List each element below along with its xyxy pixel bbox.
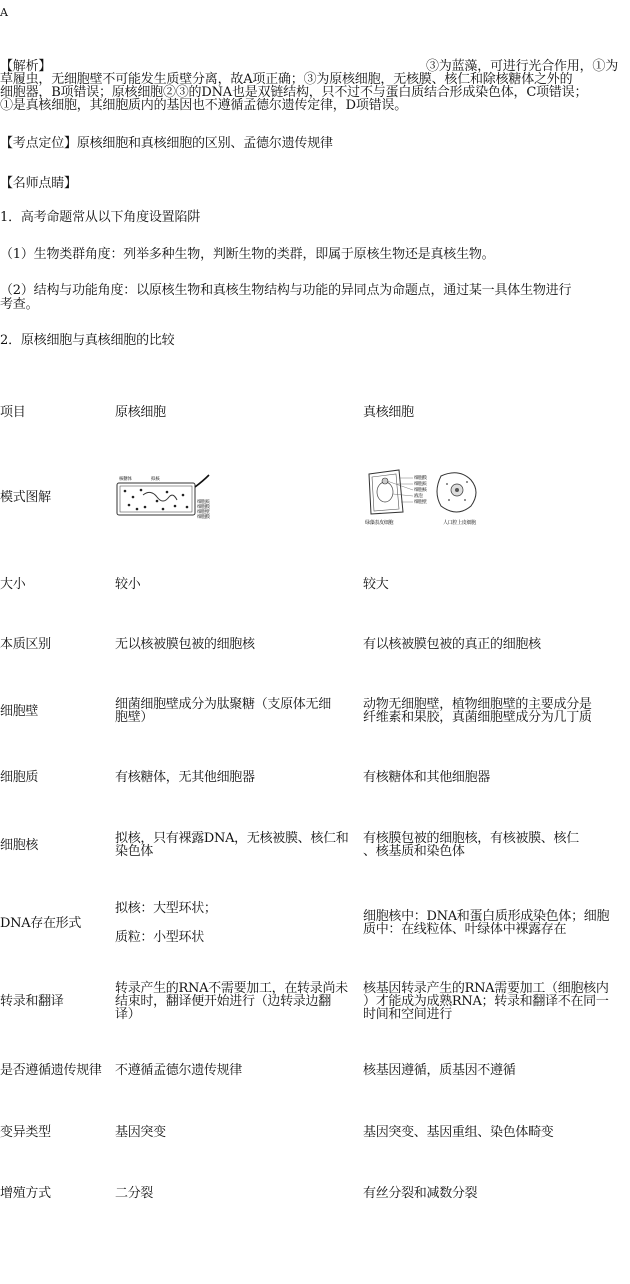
cell-line: 染色体 bbox=[115, 844, 154, 859]
table-row-dna bbox=[0, 883, 630, 963]
fig-label: 细胞质 bbox=[414, 482, 427, 487]
row-prokaryote: 较小 bbox=[115, 576, 141, 592]
fig-caption: 绿藻表皮细胞 bbox=[365, 520, 394, 526]
figure-row-label: 模式图解 bbox=[0, 489, 51, 505]
table-row bbox=[0, 1163, 630, 1223]
fig-label: 液泡 bbox=[414, 494, 423, 499]
row-eukaryote: 有以核被膜包被的真正的细胞核 bbox=[363, 636, 541, 652]
table-row bbox=[0, 613, 630, 675]
cell-line: 拟核，只有裸露DNA，无核被膜、核仁和 bbox=[115, 831, 349, 846]
cell-line: 胞壁） bbox=[115, 710, 154, 725]
cell-line: 有核膜包被的细胞核，有核被膜、核仁 bbox=[363, 831, 579, 846]
cell-line: 时间和空间进行 bbox=[363, 1006, 452, 1022]
cell-line: 核基因转录产生的RNA需要加工（细胞核内 bbox=[363, 980, 609, 996]
eukaryote-figure-cell bbox=[363, 439, 630, 555]
point-1-b-line: （2）结构与功能角度：以原核生物和真核生物结构与功能的异同点为命题点，通过某一具体生物进行 bbox=[0, 283, 572, 298]
analysis-line: ①是真核细胞，其细胞质内的基因也不遵循孟德尔遗传定律，D项错误。 bbox=[0, 98, 408, 113]
row-item: 增殖方式 bbox=[0, 1185, 51, 1201]
figure-row bbox=[0, 439, 630, 555]
row-eukaryote: 基因突变、基因重组、染色体畸变 bbox=[363, 1124, 554, 1140]
fig-caption: 人口腔上皮细胞 bbox=[443, 520, 476, 526]
point-2: 2．原核细胞与真核细胞的比较 bbox=[0, 333, 175, 348]
row-prokaryote bbox=[115, 675, 363, 747]
point-1-b-line: 考查。 bbox=[0, 297, 39, 312]
table-row bbox=[0, 675, 630, 747]
cell-line: 译） bbox=[115, 1006, 141, 1022]
row-eukaryote bbox=[363, 807, 630, 883]
fig-label: 细胞膜 bbox=[197, 515, 210, 520]
row-eukaryote: 有核糖体和其他细胞器 bbox=[363, 769, 491, 785]
row-eukaryote: 核基因遵循，质基因不遵循 bbox=[363, 1062, 516, 1078]
cell-line: 、核基质和染色体 bbox=[363, 844, 465, 859]
row-eukaryote bbox=[363, 675, 630, 747]
cell-line: 细胞核中：DNA和蛋白质形成染色体；细胞 bbox=[363, 909, 610, 924]
cell-line: 动物无细胞壁，植物细胞壁的主要成分是 bbox=[363, 697, 592, 712]
analysis-line: 细胞器，B项错误；原核细胞②③的DNA也是双链结构，只不过不与蛋白质结合形成染色体，C项错误； bbox=[0, 85, 588, 100]
cell-spacer bbox=[115, 915, 363, 931]
cell-line: 质中：在线粒体、叶绿体中裸露存在 bbox=[363, 922, 567, 937]
row-prokaryote: 基因突变 bbox=[115, 1124, 166, 1140]
eukaryote-cell-diagram bbox=[363, 466, 493, 528]
fig-label: 细胞质 bbox=[197, 500, 210, 505]
row-prokaryote: 无以核被膜包被的细胞核 bbox=[115, 636, 255, 652]
row-item: 本质区别 bbox=[0, 636, 51, 652]
table-row bbox=[0, 1039, 630, 1101]
row-item: DNA存在形式 bbox=[0, 915, 82, 931]
table-row bbox=[0, 1101, 630, 1163]
analysis-line: 草履虫，无细胞壁不可能发生质壁分离，故A项正确；③为原核细胞，无核膜、核仁和除核糖体之外的 bbox=[0, 72, 573, 87]
row-prokaryote: 二分裂 bbox=[115, 1185, 154, 1201]
fig-label: 核糖体 bbox=[119, 477, 132, 482]
row-item: 大小 bbox=[0, 576, 26, 592]
row-item: 细胞质 bbox=[0, 769, 39, 785]
cell-line: 细菌细胞壁成分为肽聚糖（支原体无细 bbox=[115, 697, 331, 712]
cell-line: 结束时，翻译便开始进行（边转录边翻 bbox=[115, 993, 331, 1009]
prokaryote-figure-cell bbox=[115, 439, 363, 555]
fig-label: 细胞膜 bbox=[197, 505, 210, 510]
row-eukaryote bbox=[363, 883, 630, 963]
table-row bbox=[0, 747, 630, 807]
analysis-lead-tail: ③为蓝藻，可进行光合作用，①为 bbox=[426, 59, 619, 74]
kaodian-heading: 【考点定位】原核细胞和真核细胞的区别、孟德尔遗传规律 bbox=[0, 136, 333, 151]
cell-line: 纤维素和果胶，真菌细胞壁成分为几丁质 bbox=[363, 710, 592, 725]
row-eukaryote bbox=[363, 963, 630, 1039]
row-prokaryote bbox=[115, 883, 363, 963]
fig-label: 拟核 bbox=[151, 477, 160, 482]
row-eukaryote: 较大 bbox=[363, 576, 389, 592]
cell-line: 转录产生的RNA不需要加工，在转录尚未 bbox=[115, 980, 348, 996]
row-prokaryote bbox=[115, 807, 363, 883]
cell-line: ）才能成为成熟RNA；转录和翻译不在同一 bbox=[363, 993, 609, 1009]
point-1: 1．高考命题常从以下角度设置陷阱 bbox=[0, 210, 201, 225]
point-1-a: （1）生物类群角度：列举多种生物，判断生物的类群，即属于原核生物还是真核生物。 bbox=[0, 247, 495, 262]
comparison-table bbox=[0, 385, 630, 1223]
header-item: 项目 bbox=[0, 404, 26, 420]
row-item: 细胞壁 bbox=[0, 703, 39, 719]
cell-line: 质粒：小型环状 bbox=[115, 930, 204, 945]
row-prokaryote: 有核糖体，无其他细胞器 bbox=[115, 769, 255, 785]
analysis-label: 【解析】 bbox=[0, 59, 52, 74]
fig-label: 细胞膜 bbox=[414, 476, 427, 481]
header-prokaryote: 原核细胞 bbox=[115, 404, 166, 420]
row-eukaryote: 有丝分裂和减数分裂 bbox=[363, 1185, 478, 1201]
row-item: 细胞核 bbox=[0, 837, 39, 853]
row-item: 转录和翻译 bbox=[0, 993, 64, 1009]
mingshi-heading: 【名师点睛】 bbox=[0, 176, 77, 191]
table-header-row bbox=[0, 385, 630, 439]
header-eukaryote: 真核细胞 bbox=[363, 404, 414, 420]
row-prokaryote: 不遵循孟德尔遗传规律 bbox=[115, 1062, 243, 1078]
fig-label: 细胞壁 bbox=[414, 500, 427, 505]
fig-label: 细胞壁 bbox=[197, 510, 210, 515]
answer-letter: A bbox=[0, 6, 8, 19]
table-row bbox=[0, 963, 630, 1039]
table-row bbox=[0, 807, 630, 883]
row-item: 变异类型 bbox=[0, 1124, 51, 1140]
table-row bbox=[0, 555, 630, 613]
row-item: 是否遵循遗传规律 bbox=[0, 1062, 102, 1078]
analysis-paragraph bbox=[0, 60, 628, 120]
cell-line: 拟核：大型环状； bbox=[115, 901, 217, 916]
prokaryote-cell-diagram bbox=[115, 473, 215, 521]
fig-label: 细胞核 bbox=[414, 488, 427, 493]
row-prokaryote bbox=[115, 963, 363, 1039]
